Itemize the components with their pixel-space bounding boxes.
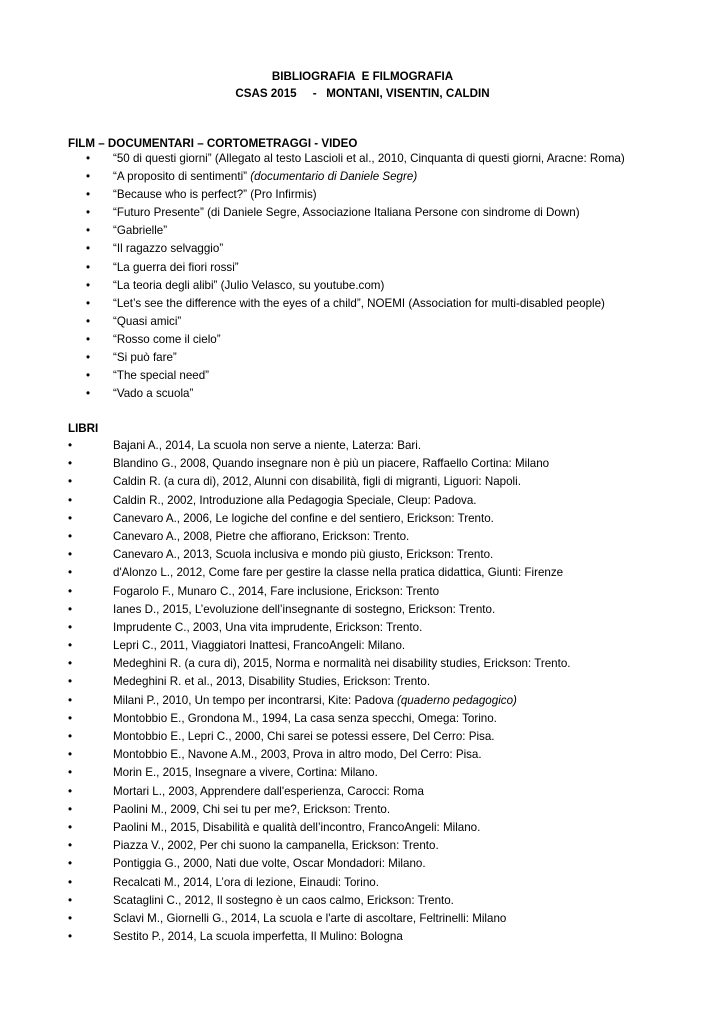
film-item-main: “Vado a scuola” (113, 387, 194, 401)
film-item (0, 206, 725, 224)
book-item-note: (quaderno pedagogico) (396, 693, 517, 707)
book-item-main: Morin E., 2015, Insegnare a vivere, Cortina: Milano. (113, 766, 378, 780)
book-item (0, 839, 725, 857)
book-item-text (113, 512, 494, 526)
bullet-icon: • (68, 820, 73, 834)
bullet-icon: • (68, 875, 73, 889)
bullet-icon: • (68, 784, 73, 798)
film-item-text (113, 333, 221, 347)
book-item (0, 585, 725, 603)
book-item-main: Canevaro A., 2013, Scuola inclusiva e mondo più giusto, Erickson: Trento. (113, 548, 494, 562)
film-item-text (113, 224, 167, 238)
book-item (0, 603, 725, 621)
film-item-note: (documentario di Daniele Segre) (250, 170, 418, 184)
bullet-icon: • (68, 548, 73, 562)
book-item-text (113, 494, 477, 508)
book-list (0, 439, 725, 948)
film-item (0, 188, 725, 206)
book-item-main: Ianes D., 2015, L’evoluzione dell’insegnante di sostegno, Erickson: Trento. (113, 602, 496, 616)
film-item (0, 261, 725, 279)
bullet-icon: • (86, 260, 91, 274)
film-item-text (113, 188, 317, 202)
film-item (0, 351, 725, 369)
book-item-main: Imprudente C., 2003, Una vita imprudente, Erickson: Trento. (113, 620, 423, 634)
bullet-icon: • (86, 296, 91, 310)
bullet-icon: • (68, 711, 73, 725)
bullet-icon: • (86, 170, 91, 184)
book-item-main: Sestito P., 2014, La scuola imperfetta, Il Mulino: Bologna (113, 930, 403, 944)
film-item (0, 315, 725, 333)
book-item-main: Milani P., 2010, Un tempo per incontrarsi, Kite: Padova (113, 693, 397, 707)
bullet-icon: • (68, 639, 73, 653)
book-item (0, 857, 725, 875)
book-item-text (113, 766, 378, 780)
books-section-heading: LIBRI (68, 422, 99, 435)
book-item-text (113, 712, 497, 726)
book-item-text (113, 821, 480, 835)
film-item-main: “Gabrielle” (113, 224, 168, 238)
bullet-icon: • (68, 657, 73, 671)
book-item (0, 930, 725, 948)
film-item-main: “Rosso come il cielo” (113, 332, 221, 346)
bullet-icon: • (86, 188, 91, 202)
book-item (0, 639, 725, 657)
book-item-text (113, 839, 439, 853)
book-item (0, 912, 725, 930)
film-item-text (113, 351, 177, 365)
bullet-icon: • (68, 911, 73, 925)
bullet-icon: • (68, 584, 73, 598)
book-item (0, 803, 725, 821)
book-item-main: Piazza V., 2002, Per chi suono la campanella, Erickson: Trento. (113, 839, 439, 853)
bullet-icon: • (68, 511, 73, 525)
film-item (0, 297, 725, 315)
bullet-icon: • (86, 152, 91, 165)
book-item-main: Paolini M., 2015, Disabilità e qualità dell’incontro, FrancoAngeli: Milano. (113, 820, 481, 834)
film-item (0, 224, 725, 242)
book-item (0, 766, 725, 784)
book-item (0, 566, 725, 584)
film-item-main: “A proposito di sentimenti” (113, 170, 251, 184)
book-item (0, 785, 725, 803)
film-item-main: “Because who is perfect?” (Pro Infirmis) (113, 188, 317, 202)
book-item-text (113, 585, 439, 599)
document-title: BIBLIOGRAFIA E FILMOGRAFIA (271, 70, 454, 83)
bullet-icon: • (68, 602, 73, 616)
bullet-icon: • (86, 387, 91, 401)
book-item-text (113, 530, 409, 544)
book-item-text (113, 912, 506, 926)
bullet-icon: • (68, 930, 73, 944)
bullet-icon: • (68, 475, 73, 489)
film-item-main: “Il ragazzo selvaggio” (113, 242, 224, 256)
film-item-text (113, 170, 417, 184)
book-item-text (113, 439, 421, 453)
film-item-main: “The special need” (113, 369, 210, 383)
bullet-icon: • (68, 857, 73, 871)
book-item-text (113, 675, 430, 689)
book-item-text (113, 894, 454, 908)
bullet-icon: • (68, 802, 73, 816)
book-item (0, 548, 725, 566)
bullet-icon: • (68, 439, 73, 452)
book-item-text (113, 457, 549, 471)
book-item-main: Canevaro A., 2006, Le logiche del confine e del sentiero, Erickson: Trento. (113, 511, 494, 525)
film-list (0, 152, 725, 405)
film-item (0, 387, 725, 405)
film-item (0, 333, 725, 351)
book-item (0, 712, 725, 730)
film-item-text (113, 369, 209, 383)
book-item-main: Montobbio E., Lepri C., 2000, Chi sarei se potessi essere, Del Cerro: Pisa. (113, 730, 495, 743)
book-item-main: Paolini M., 2009, Chi sei tu per me?, Erickson: Trento. (113, 802, 391, 816)
film-item (0, 170, 725, 188)
book-item-text (113, 803, 390, 817)
film-item-main: “50 di questi giorni” (Allegato al testo Lascioli et al., 2010, Cinquanta di questi giorni, Aracne: Roma) (113, 152, 625, 165)
book-item-main: d'Alonzo L., 2012, Come fare per gestire la classe nella pratica didattica, Giunti: Firenze (113, 566, 564, 580)
book-item (0, 512, 725, 530)
bullet-icon: • (68, 493, 73, 507)
book-item (0, 530, 725, 548)
book-item (0, 894, 725, 912)
book-item-text (113, 876, 379, 890)
book-item (0, 876, 725, 894)
book-item-text (113, 603, 495, 617)
film-item-text (113, 152, 625, 166)
book-item-text (113, 639, 405, 653)
film-item (0, 279, 725, 297)
film-item (0, 152, 725, 170)
bullet-icon: • (68, 839, 73, 853)
film-item-main: “La teoria degli alibi” (Julio Velasco, su youtube.com) (113, 278, 385, 292)
film-item-text (113, 206, 580, 220)
bullet-icon: • (68, 893, 73, 907)
book-item (0, 494, 725, 512)
film-item-main: “Si può fare” (113, 351, 177, 365)
book-item (0, 748, 725, 766)
film-item-main: “Let’s see the difference with the eyes of a child”, NOEMI (Association for multi-disabled people) (113, 296, 605, 310)
film-item (0, 242, 725, 260)
bullet-icon: • (68, 529, 73, 543)
book-item-main: Recalcati M., 2014, L’ora di lezione, Einaudi: Torino. (113, 875, 379, 889)
bullet-icon: • (86, 314, 91, 328)
bullet-icon: • (86, 278, 91, 292)
bullet-icon: • (68, 457, 73, 471)
bullet-icon: • (68, 748, 73, 762)
book-item-main: Pontiggia G., 2000, Nati due volte, Oscar Mondadori: Milano. (113, 857, 426, 871)
bullet-icon: • (86, 369, 91, 383)
film-item-text (113, 297, 605, 311)
film-item-main: “Futuro Presente” (di Daniele Segre, Associazione Italiana Persone con sindrome di Down) (113, 206, 580, 220)
book-item-main: Montobbio E., Navone A.M., 2003, Prova in altro modo, Del Cerro: Pisa. (113, 748, 482, 762)
book-item-text (113, 475, 521, 489)
book-item-main: Medeghini R. et al., 2013, Disability Studies, Erickson: Trento. (113, 675, 431, 689)
book-item (0, 439, 725, 457)
bullet-icon: • (68, 566, 73, 580)
book-item-text (113, 548, 493, 562)
book-item-text (113, 566, 563, 580)
book-item (0, 821, 725, 839)
book-item-main: Montobbio E., Grondona M., 1994, La casa senza specchi, Omega: Torino. (113, 711, 497, 725)
book-item-main: Lepri C., 2011, Viaggiatori Inattesi, FrancoAngeli: Milano. (113, 639, 406, 653)
film-section-heading: FILM – DOCUMENTARI – CORTOMETRAGGI - VIDEO (68, 137, 358, 150)
book-item-text (113, 694, 517, 708)
book-item-main: Sclavi M., Giornelli G., 2014, La scuola e l'arte di ascoltare, Feltrinelli: Milano (113, 911, 507, 925)
bullet-icon: • (86, 224, 91, 238)
book-item-main: Canevaro A., 2008, Pietre che affiorano, Erickson: Trento. (113, 529, 410, 543)
bullet-icon: • (68, 730, 73, 743)
film-item (0, 369, 725, 387)
book-item-main: Medeghini R. (a cura di), 2015, Norma e normalità nei disability studies, Erickson: Trento. (113, 657, 571, 671)
book-item-text (113, 930, 403, 944)
book-item-main: Caldin R., 2002, Introduzione alla Pedagogia Speciale, Cleup: Padova. (113, 493, 477, 507)
film-item-text (113, 242, 223, 256)
book-item-main: Mortari L., 2003, Apprendere dall'esperienza, Carocci: Roma (113, 784, 424, 798)
bullet-icon: • (86, 332, 91, 346)
film-item-main: “La guerra dei fiori rossi” (113, 260, 239, 274)
film-item-text (113, 279, 384, 293)
book-item-main: Scataglini C., 2012, Il sostegno è un caos calmo, Erickson: Trento. (113, 893, 454, 907)
film-item-text (113, 315, 181, 329)
book-item (0, 457, 725, 475)
book-item-main: Fogarolo F., Munaro C., 2014, Fare inclusione, Erickson: Trento (113, 584, 440, 598)
bullet-icon: • (68, 675, 73, 689)
book-item-text (113, 748, 482, 762)
bullet-icon: • (86, 351, 91, 365)
document-subtitle: CSAS 2015 - MONTANI, VISENTIN, CALDIN (235, 87, 490, 100)
bullet-icon: • (68, 766, 73, 780)
bullet-icon: • (86, 242, 91, 256)
book-item-text (113, 730, 494, 744)
book-item-text (113, 657, 571, 671)
book-item-text (113, 621, 422, 635)
book-item (0, 675, 725, 693)
book-item-text (113, 857, 426, 871)
book-item (0, 657, 725, 675)
book-item-main: Caldin R. (a cura di), 2012, Alunni con disabilità, figli di migranti, Liguori: Napoli. (113, 475, 521, 489)
book-item (0, 694, 725, 712)
film-item-text (113, 387, 193, 401)
book-item (0, 475, 725, 493)
film-item-main: “Quasi amici” (113, 314, 182, 328)
bullet-icon: • (86, 206, 91, 220)
bullet-icon: • (68, 620, 73, 634)
book-item-main: Bajani A., 2014, La scuola non serve a niente, Laterza: Bari. (113, 439, 422, 452)
film-item-text (113, 261, 239, 275)
book-item-main: Blandino G., 2008, Quando insegnare non è più un piacere, Raffaello Cortina: Milano (113, 457, 550, 471)
book-item (0, 621, 725, 639)
book-item (0, 730, 725, 748)
bullet-icon: • (68, 693, 73, 707)
book-item-text (113, 785, 424, 799)
